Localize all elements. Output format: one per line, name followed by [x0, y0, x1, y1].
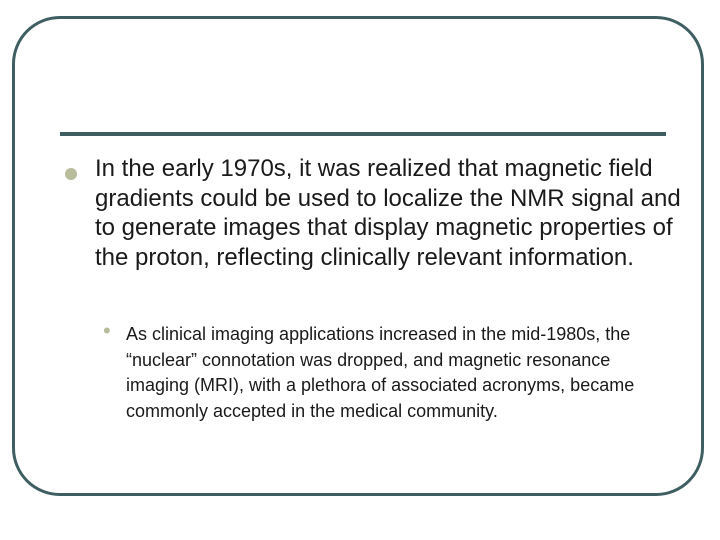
bullet-level2-text: As clinical imaging applications increased in the mid-1980s, the “nuclear” connotation was dropped, and magnetic resonance imaging (MRI), with a plethora of associated acronyms, became commonly accepted in the medical community.	[126, 324, 635, 421]
sub-bullet-dot-icon: •	[103, 318, 111, 343]
bullet-level1-text: In the early 1970s, it was realized that magnetic field gradients could be used to localize the NMR signal and to generate images that display magnetic properties of the proton, reflecting clinically relevant information.	[95, 155, 681, 271]
title-divider	[60, 132, 666, 136]
bullet-dot-icon	[65, 168, 77, 180]
